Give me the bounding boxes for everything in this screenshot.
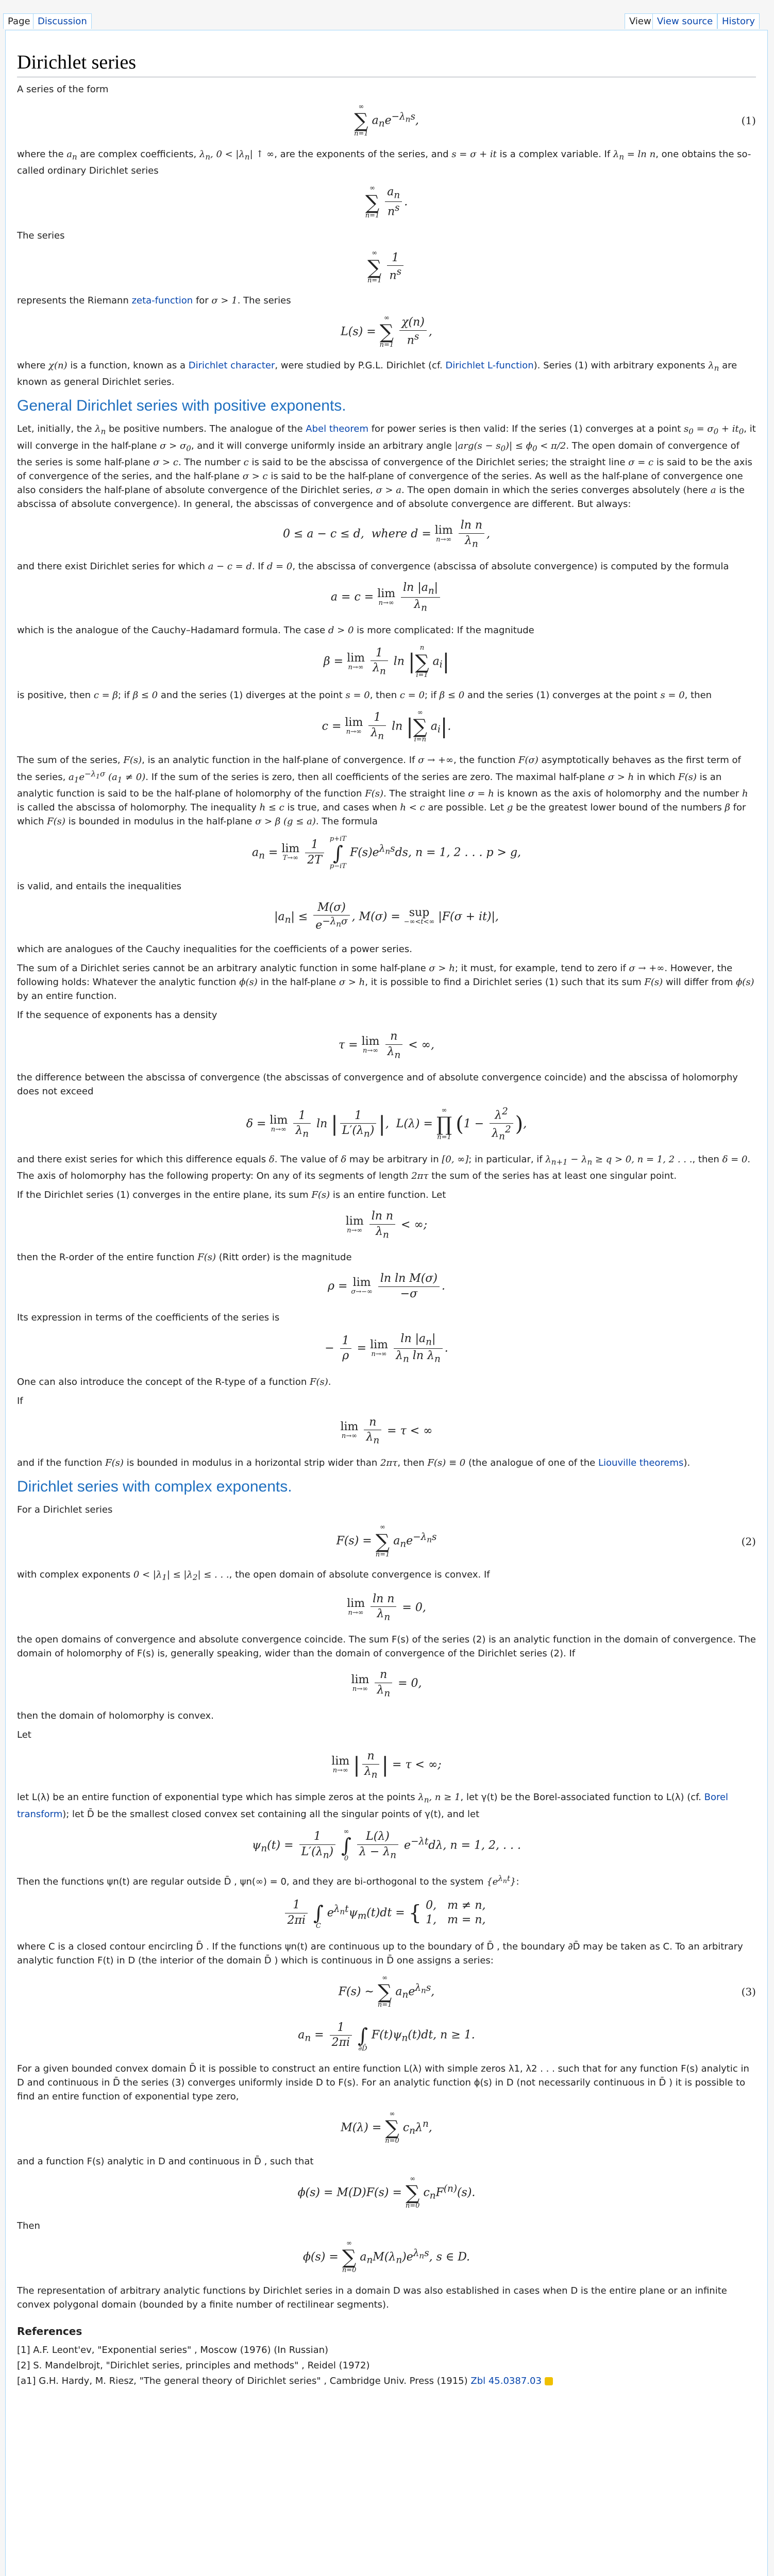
formula-tau-finite: lim n→∞ $\frac{n}{\lambda_n}$ = τ < ∞ xyxy=(340,1415,433,1446)
sec1-p4: is positive, then c = β; if β ≤ 0 and the series (1) diverges at the point s = 0, then c = 0; if β ≤ 0 and the series (1) converges at the point s = 0, then xyxy=(17,690,712,701)
formula-r-order: ρ = lim σ→−∞ $\frac{\text{ln ln M(σ)}}{-\sigma}$ . xyxy=(328,1272,445,1300)
sec1-p3: which is the analogue of the Cauchy–Hadamard formula. The case d > 0 is more complicated: If the magnitude xyxy=(17,625,534,636)
intro-p1: A series of the form xyxy=(17,84,109,95)
formula-m-lambda: M(λ) = ∞ ∑ n=0 $c_n\lambda^n$, xyxy=(341,2110,432,2145)
eq-number-2: (2) xyxy=(741,1535,756,1548)
formula-n-lambda-zero: lim n→∞ $\frac{n}{\lambda_n}$ = 0, xyxy=(351,1668,422,1699)
abel-theorem-link[interactable]: Abel theorem xyxy=(306,423,368,435)
formula-n-lambda-tau: lim n→∞ | $\frac{n}{\lambda_n}$ | = τ < ∞; xyxy=(331,1750,442,1781)
formula-ordinary: ∞ ∑ n=1 $\frac{a_n}{n^s}$ . xyxy=(365,184,408,219)
tab-discussion[interactable]: Discussion xyxy=(33,13,92,29)
sec1-p15: One can also introduce the concept of the R-type of a function F(s). xyxy=(17,1376,331,1387)
sec1-p14: Its expression in terms of the coefficients of the series is xyxy=(17,1312,280,1324)
sec1-p17: and if the function F(s) is bounded in modulus in a horizontal strip wider than 2πτ, then F(s) ≡ 0 (the analogue of one of the Liouville theorems). xyxy=(17,1458,691,1469)
sec1-p16: If xyxy=(17,1395,23,1406)
sec2-p1: For a Dirichlet series xyxy=(17,1504,113,1516)
formula-cauchy-ineq: $|a_n|$ ≤ $\frac{M(\sigma)}{e^{-\lambda_n\sigma}}$ , M(σ) = sup −∞<t<∞ |F(σ + it)|, xyxy=(274,901,499,932)
formula-coefficients: $a_n$ = lim T→∞ $\frac{1}{2T}$ p+iT ∫ p−iT $F(s)e^{\lambda_ns}ds$, n = 1, 2 . . . p > g, xyxy=(251,835,521,870)
reference-item: [1] A.F. Leont'ev, "Exponential series" , Moscow (1976) (In Russian) xyxy=(17,2344,329,2355)
reference-item: [2] S. Mandelbrojt, "Dirichlet series, principles and methods" , Reidel (1972) xyxy=(17,2360,370,2371)
sec1-p7: which are analogues of the Cauchy inequalities for the coefficients of a power series. xyxy=(17,944,412,955)
eq-number-3: (3) xyxy=(741,1986,756,1998)
sec2-p2: with complex exponents $0 < |\lambda_1| \le |\lambda_2|$ ≤ . . ., the open domain of absolute convergence is convex. If xyxy=(17,1569,490,1582)
tab-view-source[interactable]: View source xyxy=(652,13,717,29)
sec2-p12: The representation of arbitrary analytic functions by Dirichlet series in a domain D was also established in cases when D is the entire plane or an infinite convex polygonal domain (bounded by a finite number of rectilinear segments). xyxy=(17,2285,727,2310)
dirichlet-l-function-link[interactable]: Dirichlet L-function xyxy=(445,360,534,371)
formula-beta: β = lim n→∞ $\frac{1}{\lambda_n}$ ln | n ∑ i=1 $a_i|$ xyxy=(323,644,450,679)
intro-p2: where the $a_n$ are complex coefficients, $\lambda_n$, $0 < |\lambda_n|$ ↑ ∞, are the exponents of the series, and s = σ + it is a complex variable. If $\lambda_n = \ln n$, one obtains the so-called ordinary Dirichlet series xyxy=(17,148,751,177)
sec1-p10: the difference between the abscissa of convergence (the abscissas of convergence and of absolute convergence coincide) and the abscissa of holomorphy does not exceed xyxy=(17,1072,738,1097)
formula-phi-md: ϕ(s) = M(D)F(s) = ∞ ∑ n=0 $c_nF^{(n)}(s)$. xyxy=(297,2175,476,2210)
sec2-p11: Then xyxy=(17,2221,40,2232)
formula-1: ∞ ∑ n=1 $a_ne^{-\lambda_ns}$, (1) xyxy=(354,103,756,138)
formula-2: F(s) = ∞ ∑ n=1 $a_ne^{-\lambda_ns}$ (2) xyxy=(336,1523,756,1558)
sec2-p7: Then the functions ψn(t) are regular outside D̄ , ψn(∞) = 0, and they are bi-orthogonal to the system $\{e^{\lambda_nt}\}$: xyxy=(17,1874,519,1888)
sec2-p9: For a given bounded convex domain D̄ it is possible to construct an entire function L(λ) with simple zeros λ1, λ2 . . . such that for any function F(s) analytic in D and continuous in D̄ the series (3) converges uniformly inside D to F(s). For an analytic function ϕ(s) in D (not necessarily continuous in D̄ ) it is possible to find an entire function of exponential type zero, xyxy=(17,2063,749,2102)
sec2-p3: the open domains of convergence and absolute convergence coincide. The sum F(s) of the series (2) is an analytic function in the domain of convergence. The domain of holomorphy of F(s) is, generally speaking, wider than the domain of convergence of the Dirichlet series (2). If xyxy=(17,1634,756,1659)
sec1-p9: If the sequence of exponents has a density xyxy=(17,1010,217,1021)
tab-page[interactable]: Page xyxy=(3,13,35,29)
tab-view[interactable]: View xyxy=(625,13,656,29)
dirichlet-character-link[interactable]: Dirichlet character xyxy=(188,360,275,371)
sec1-p11: and there exist series for which this difference equals δ. The value of δ may be arbitrary in [0, ∞]; in particular, if $\lambda_{n+1} - \lambda_n \ge q > 0$, n = 1, 2 . . ., then δ = 0. The axis of holomorphy has the following property: On any of its segments of length 2πτ the sum of the series has at least one singular point. xyxy=(17,1154,751,1182)
references-heading: References xyxy=(17,2325,82,2337)
sec2-p5: Let xyxy=(17,1730,31,1741)
formula-lnn-lambda: lim n→∞ $\frac{\text{ln n}}{\lambda_n}$ < ∞; xyxy=(345,1210,428,1241)
lock-icon xyxy=(545,2377,553,2385)
sec1-p12: If the Dirichlet series (1) converges in the entire plane, its sum F(s) is an entire function. Let xyxy=(17,1190,446,1201)
formula-phi-series: ϕ(s) = ∞ ∑ n=0 $a_nM(\lambda_n)e^{\lambda_ns}$, s ∈ D. xyxy=(302,2240,470,2275)
liouville-theorems-link[interactable]: Liouville theorems xyxy=(598,1458,684,1469)
zbl-link[interactable]: Zbl 45.0387.03 xyxy=(470,2375,542,2386)
section-heading-positive: General Dirichlet series with positive exponents. xyxy=(17,397,346,415)
formula-3: F(s) ∼ ∞ ∑ n=1 $a_ne^{\lambda_ns}$, (3) xyxy=(338,1974,756,2009)
sec1-p13: then the R-order of the entire function F(s) (Ritt order) is the magnitude xyxy=(17,1252,352,1263)
section-heading-complex: Dirichlet series with complex exponents. xyxy=(17,1478,292,1496)
sec1-p6: is valid, and entails the inequalities xyxy=(17,880,182,892)
tab-history[interactable]: History xyxy=(717,13,760,29)
intro-p4: represents the Riemann zeta-function for σ > 1. The series xyxy=(17,295,291,306)
zeta-function-link[interactable]: zeta-function xyxy=(131,295,193,306)
page-title: Dirichlet series xyxy=(17,51,756,77)
formula-c-tail: c = lim n→∞ $\frac{1}{\lambda_n}$ ln | ∞ ∑ i=n $a_i|$. xyxy=(322,709,451,744)
sec2-p10: and a function F(s) analytic in D and continuous in D̄ , such that xyxy=(17,2156,314,2167)
formula-psi: $\psi_n(t)$ = $\frac{1}{L'(\lambda_n)}$ ∞ ∫ 0 $\frac{L(\lambda)}{\lambda - \lambda_n}$ $e^{-\lambda t}d\lambda$, n = 1, 2, . . . xyxy=(252,1827,521,1862)
reference-item: [a1] G.H. Hardy, M. Riesz, "The general theory of Dirichlet series" , Cambridge Univ. Press (1915) Zbl 45.0387.03 xyxy=(17,2374,756,2389)
sec1-p5: The sum of the series, F(s), is an analytic function in the half-plane of convergence. If σ → +∞, the function F(σ) asymptotically behaves as the first term of the series, $a_1e^{-\lambda_1\sigma}$ $(a_1 \ne 0)$. If the sum of the series is zero, then all coefficients of the series are zero. The maximal half-plane σ > h in which F(s) is an analytic function is said to be the half-plane of holomorphy of the function F(s). The straight line σ = h is known as the axis of holomorphy and the number h is called the abscissa of holomorphy. The inequality h ≤ c is true, and cases when h < c are possible. Let g be the greatest lower bound of the numbers β for which F(s) is bounded in modulus in the half-plane σ > β (g ≤ a). The formula xyxy=(17,754,748,827)
sec1-p1: Let, initially, the $\lambda_n$ be positive numbers. The analogue of the Abel theorem for power series is then valid: If the series (1) converges at a point $s_0 = \sigma_0 + it_0$, it will converge in the half-plane $\sigma > \sigma_0$, and it will converge uniformly inside an arbitrary angle $|arg(s - s_0)| \le \phi_0 < \pi/2$. The open domain of convergence of the series is some half-plane σ > c. The number c is said to be the abscissa of convergence of the Dirichlet series; the straight line σ = c is said to be the axis of convergence of the series, and the half-plane σ > c is said to be the half-plane of convergence of the series. As well as the half-plane of convergence one also considers the half-plane of absolute convergence of the Dirichlet series, σ > a. The open domain in which the series converges absolutely (here a is the abscissa of absolute convergence). In general, the abscissas of convergence and of absolute convergence are different. But always: xyxy=(17,423,756,510)
formula-l-series: L(s) = ∞ ∑ n=1 $\frac{\chi(n)}{n^s}$ , xyxy=(341,314,432,349)
formula-inequality-c-a: 0 ≤ a − c ≤ d, where d = lim n→∞ $\frac{\text{ln n}}{\lambda_n}$ , xyxy=(282,519,491,550)
intro-p5: where χ(n) is a function, known as a Dirichlet character, were studied by P.G.L. Dirichlet (cf. Dirichlet L-function). Series (1) with arbitrary exponents $\lambda_n$ are known as general Dirichlet series. xyxy=(17,360,737,388)
formula-delta: δ = lim n→∞ $\frac{1}{\lambda_n}$ ln | $\frac{1}{L'(\lambda_n)}$ |, L(λ) = ∞ ∏ n=1 (1 − $\frac{\lambda^2}{\lambda_n^2}$ ), xyxy=(246,1106,527,1142)
tab-bar xyxy=(0,0,774,30)
formula-an-integral: $a_n$ = $\frac{1}{2\pi i}$ ∫ ∂D̄ $F(t)\psi_n(t)dt$, n ≥ 1. xyxy=(298,2021,475,2053)
sec1-p2: and there exist Dirichlet series for which a − c = d. If d = 0, the abscissa of convergence (abscissa of absolute convergence) is computed by the formula xyxy=(17,561,729,572)
formula-biorthogonal: $\frac{1}{2\pi i}$ ∫ C $e^{\lambda_nt}\psi_m(t)dt$ = { 0, m ≠ n, 1, m = n, xyxy=(17,1896,756,1930)
borel-transform-link[interactable]: Borel transform xyxy=(17,1791,729,1820)
formula-abscissa: a = c = lim n→∞ $\frac{\ln |a_n|}{\lambda_n}$ xyxy=(17,581,756,614)
sec2-p4: then the domain of holomorphy is convex. xyxy=(17,1710,214,1722)
eq-number-1: (1) xyxy=(741,114,756,127)
formula-r-order-coeff: − $\frac{1}{\rho}$ = lim n→∞ $\frac{\ln |a_n|}{\lambda_n \ln \lambda_n}$ . xyxy=(325,1332,448,1365)
sec2-p6: let L(λ) be an entire function of exponential type which has simple zeros at the points $\lambda_n$, n ≥ 1, let γ(t) be the Borel-associated function to L(λ) (cf. Borel transform); let D̄ be the smallest closed convex set containing all the singular points of γ(t), and let xyxy=(17,1791,729,1820)
sec1-p8: The sum of a Dirichlet series cannot be an arbitrary analytic function in some half-plane σ > h; it must, for example, tend to zero if σ → +∞. However, the following holds: Whatever the analytic function ϕ(s) in the half-plane σ > h, it is possible to find a Dirichlet series (1) such that its sum F(s) will differ from ϕ(s) by an entire function. xyxy=(17,963,754,1002)
formula-zeta: ∞ ∑ n=1 $\frac{1}{n^s}$ xyxy=(17,250,756,284)
formula-lnn-zero: lim n→∞ $\frac{\text{ln n}}{\lambda_n}$ = 0, xyxy=(347,1592,426,1623)
content-sheet xyxy=(5,30,768,2576)
intro-p3: The series xyxy=(17,230,65,242)
references-list xyxy=(17,2343,756,2389)
sec2-p8: where C is a closed contour encircling D̄ . If the functions ψn(t) are continuous up to the boundary of D̄ , the boundary ∂D̄ may be taken as C. To an arbitrary analytic function F(t) in D (the interior of the domain D̄ ) which is continuous in D̄ one assigns a series: xyxy=(17,1941,743,1966)
formula-density: τ = lim n→∞ $\frac{n}{\lambda_n}$ < ∞, xyxy=(338,1030,435,1061)
